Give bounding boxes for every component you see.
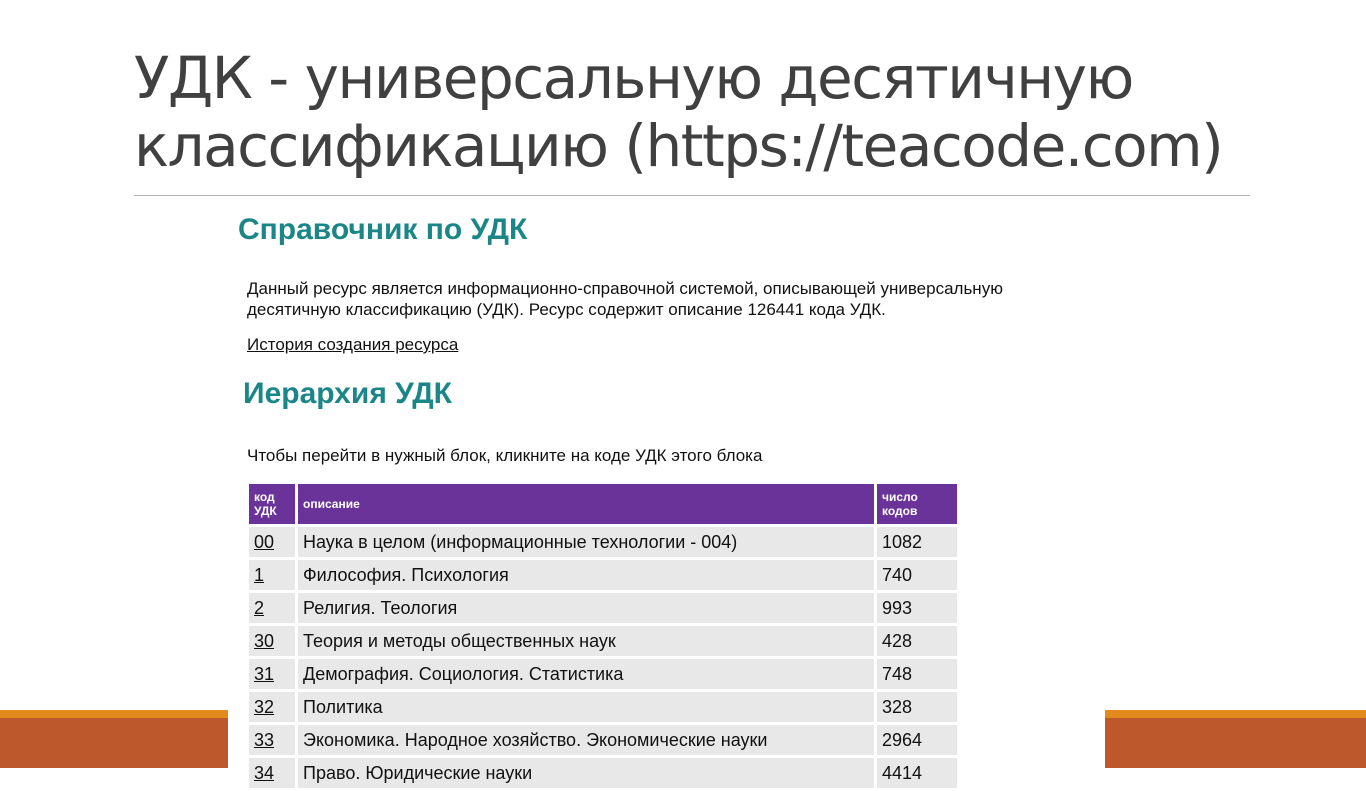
hierarchy-heading: Иерархия УДК (243, 377, 452, 410)
row-count: 2964 (877, 725, 957, 755)
slide-title-line1: УДК - универсальную десятичную (134, 44, 1133, 112)
row-description: Наука в целом (информационные технологии - 004) (298, 527, 877, 557)
table-row (249, 659, 957, 689)
webpage-screenshot (228, 200, 1105, 783)
row-code-link[interactable]: 2 (254, 597, 265, 618)
header-code (249, 484, 298, 524)
row-code-cell (249, 626, 298, 656)
history-link[interactable]: История создания ресурса (247, 335, 459, 354)
navigation-hint: Чтобы перейти в нужный блок, кликните на коде УДК этого блока (247, 446, 763, 465)
reference-heading: Справочник по УДК (238, 213, 528, 246)
table-row (249, 725, 957, 755)
row-code-cell (249, 725, 298, 755)
slide-title (134, 44, 1244, 180)
table-row (249, 758, 957, 788)
row-code-cell (249, 527, 298, 557)
table-row (249, 626, 957, 656)
row-description: Демография. Социология. Статистика (298, 659, 877, 689)
row-code-cell (249, 692, 298, 722)
table-header-row (249, 484, 957, 524)
row-description: Религия. Теология (298, 593, 877, 623)
header-count (877, 484, 957, 524)
resource-description (247, 278, 1097, 320)
row-code-cell (249, 758, 298, 788)
header-count-line2: кодов (882, 504, 918, 518)
row-description: Экономика. Народное хозяйство. Экономические науки (298, 725, 877, 755)
description-line2: десятичную классификацию (УДК). Ресурс содержит описание 126441 кода УДК. (247, 300, 886, 319)
row-code-cell (249, 593, 298, 623)
table-row (249, 692, 957, 722)
accent-bar-left (0, 710, 228, 768)
row-code-link[interactable]: 30 (254, 630, 275, 651)
row-code-link[interactable]: 00 (254, 531, 275, 552)
row-count: 428 (877, 626, 957, 656)
row-description: Политика (298, 692, 877, 722)
row-count: 993 (877, 593, 957, 623)
row-code-link[interactable]: 33 (254, 729, 275, 750)
header-code-line1: код (254, 490, 275, 504)
row-code-link[interactable]: 32 (254, 696, 275, 717)
table-row (249, 527, 957, 557)
row-code-link[interactable]: 34 (254, 762, 275, 783)
header-code-line2: УДК (254, 504, 277, 518)
row-description: Право. Юридические науки (298, 758, 877, 788)
row-description: Философия. Психология (298, 560, 877, 590)
slide-title-line2: классификацию (https://teacode.com) (134, 112, 1223, 180)
description-line1: Данный ресурс является информационно-справочной системой, описывающей универсальную (247, 279, 1003, 298)
table-row (249, 560, 957, 590)
row-count: 1082 (877, 527, 957, 557)
accent-bar-right (1105, 710, 1366, 768)
table-row (249, 593, 957, 623)
row-count: 4414 (877, 758, 957, 788)
title-divider (134, 195, 1250, 196)
row-description: Теория и методы общественных наук (298, 626, 877, 656)
row-count: 740 (877, 560, 957, 590)
header-count-line1: число (882, 490, 918, 504)
row-count: 748 (877, 659, 957, 689)
row-code-link[interactable]: 31 (254, 663, 275, 684)
row-count: 328 (877, 692, 957, 722)
row-code-cell (249, 659, 298, 689)
udc-table (249, 481, 957, 791)
row-code-link[interactable]: 1 (254, 564, 265, 585)
row-code-cell (249, 560, 298, 590)
header-description: описание (298, 484, 877, 524)
